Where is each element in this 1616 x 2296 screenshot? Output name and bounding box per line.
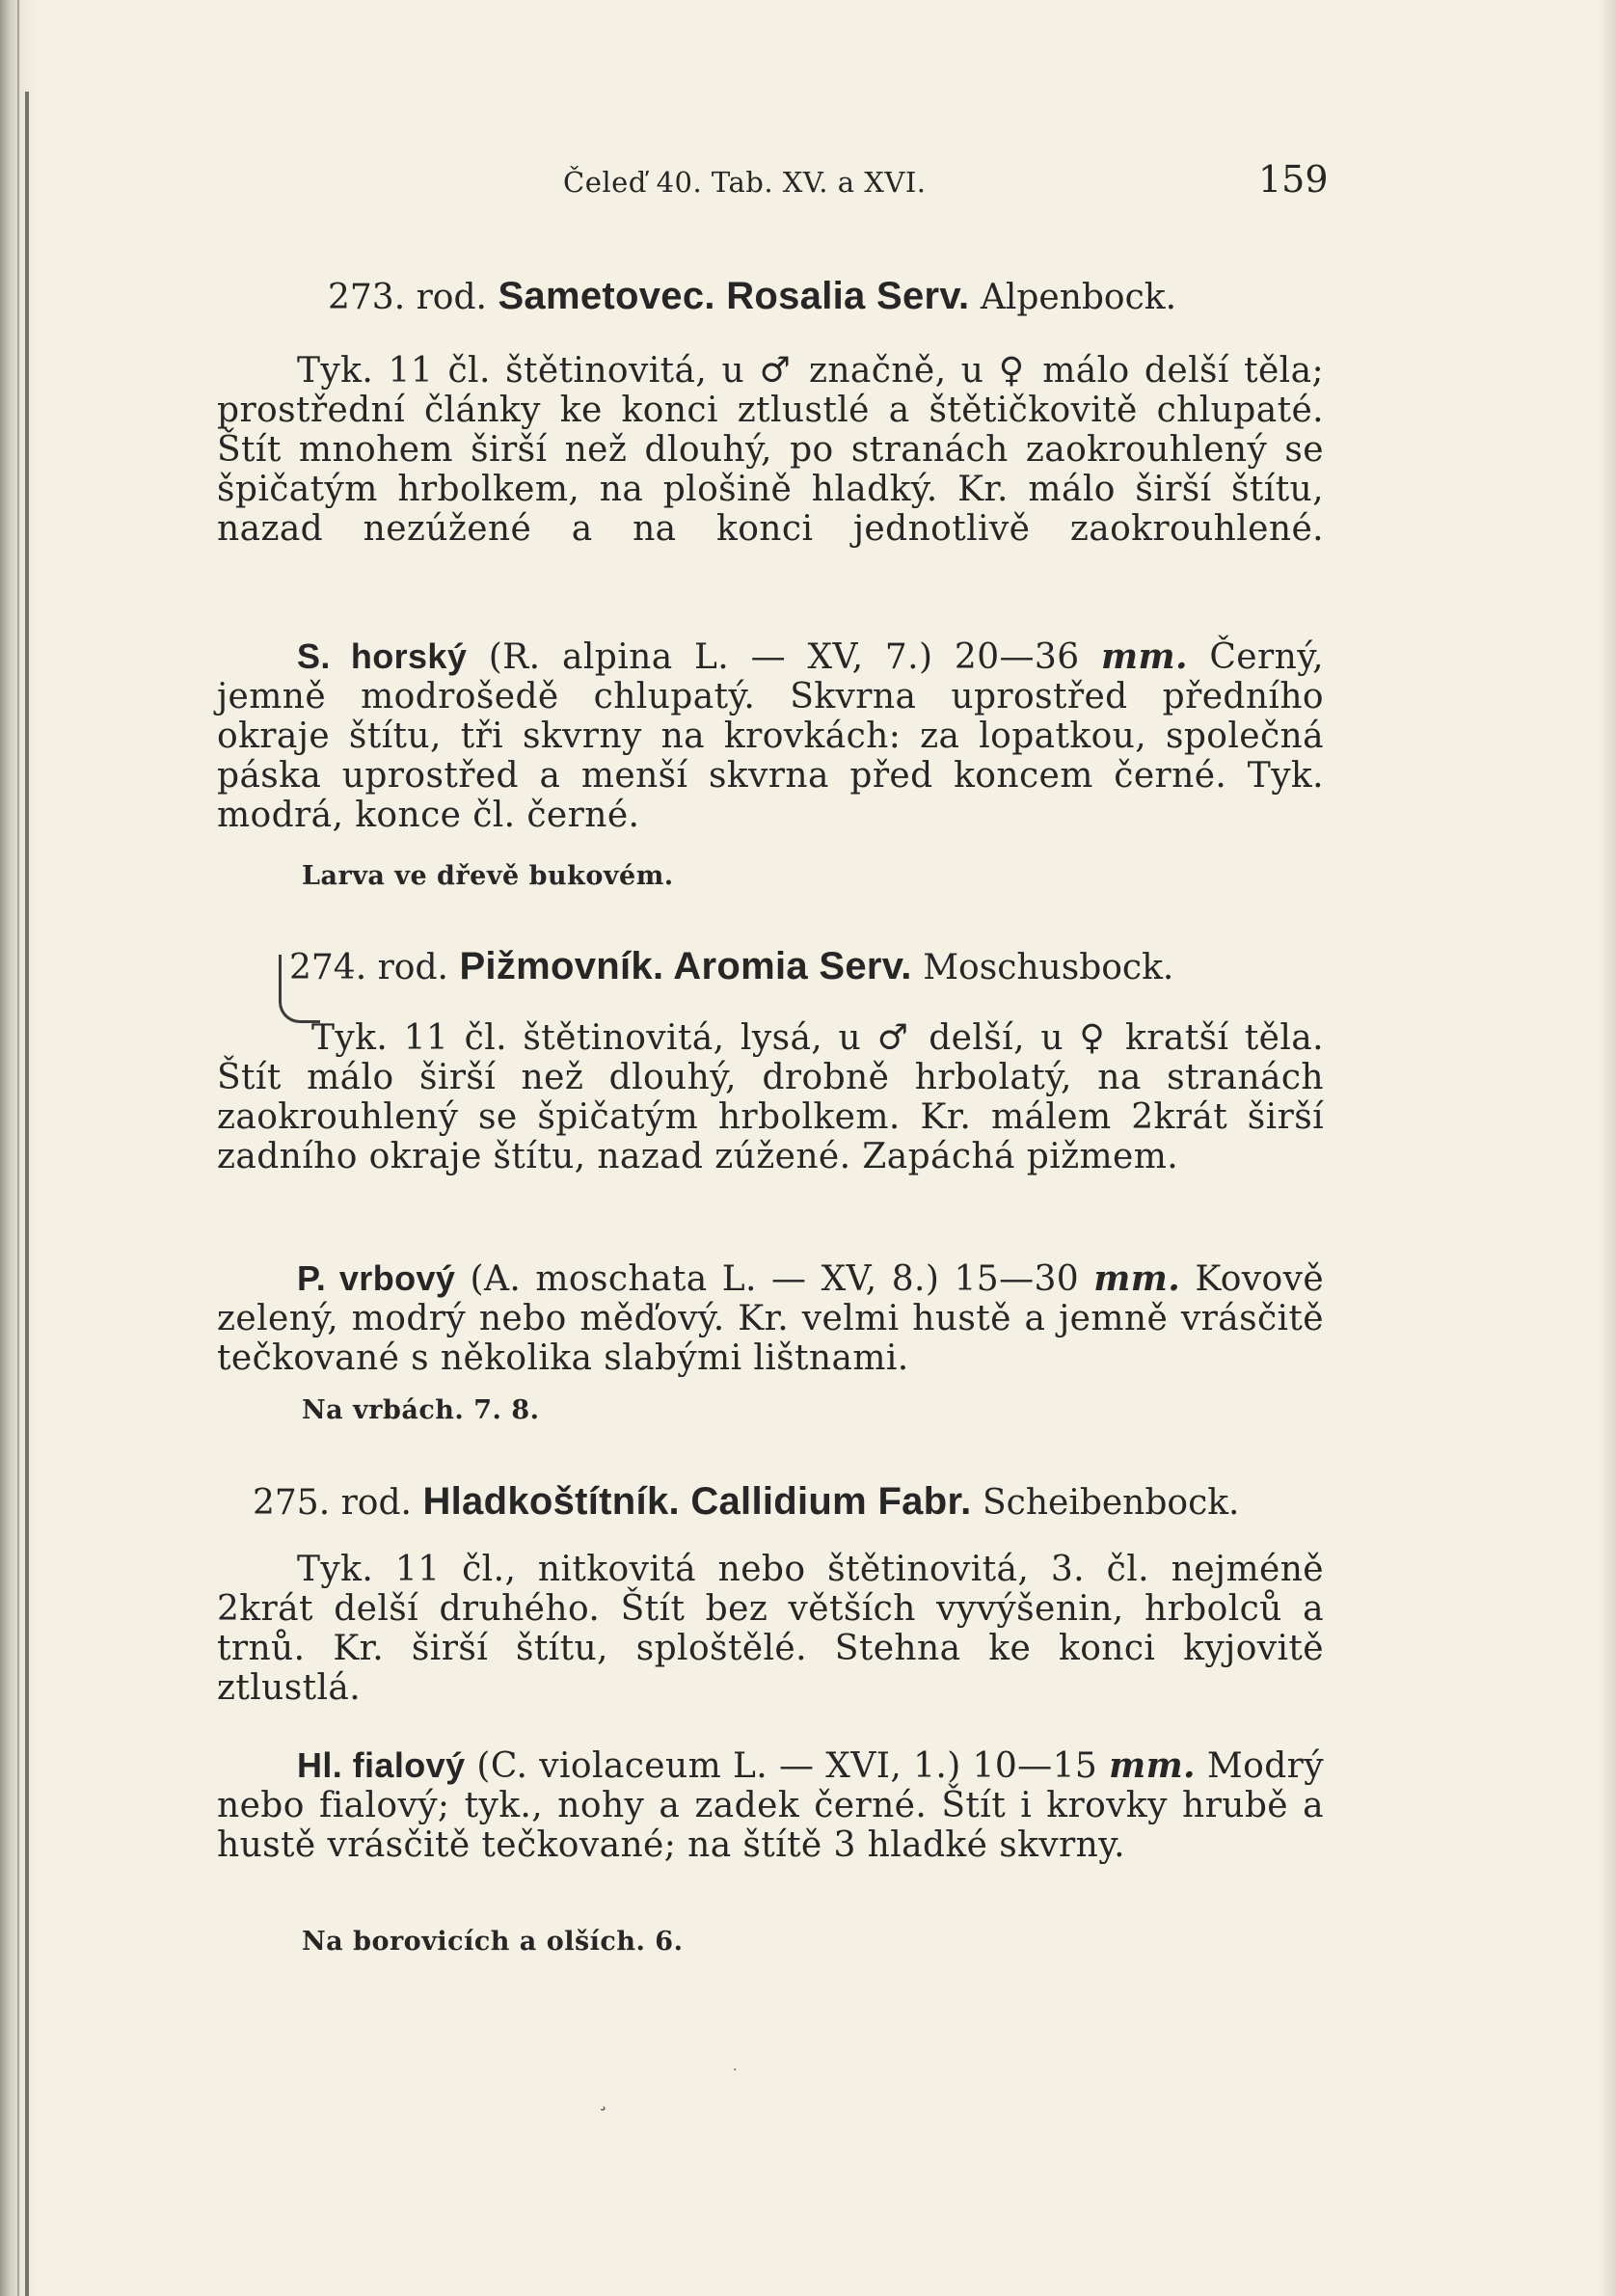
genus-274-description-text: Tyk. 11 čl. štětinovitá, lysá, u ♂ delší, u ♀ kratší těla. Štít málo širší než dlouhý, drobně hrbolatý, na stranách zaokrouhlený se špičatým hrbolkem. Kr. málem 2krát širší zadního okraje štítu, nazad zúžené. Zapáchá pižmem.	[217, 1018, 1324, 1176]
genus-274-prefix: 274. rod.	[289, 948, 448, 987]
genus-275-heading	[253, 1480, 1240, 1524]
species-aromia-text: Kovově zelený, modrý nebo měďový. Kr. velmi hustě a jemně vrásčitě tečkované s několika slabými lištnami.	[217, 1259, 1325, 1378]
genus-273-description-text: Tyk. 11 čl. štětinovitá, u ♂ značně, u ♀ málo delší těla; prostřední články ke konci ztlustlé a štětičkovitě chlupaté. Štít mnohem širší než dlouhý, po stranách zaokrouhlený se špičatým hrbolkem, na plošině hladký. Kr. málo širší štítu, nazad nezúžené a na konci jednotlivě zaokrouhlené.	[217, 351, 1324, 549]
species-aromia-ref: (A. moschata L. — XV, 8.) 15—30	[470, 1259, 1080, 1299]
genus-273-note: Larva ve dřevě bukovém.	[302, 861, 674, 891]
species-aromia-moschata	[217, 1258, 1324, 1378]
species-callidium-text: Modrý nebo fialový; tyk., nohy a zadek černé. Štít i krovky hrubě a hustě vrásčitě tečkované; na štítě 3 hladké skvrny.	[217, 1746, 1325, 1865]
species-rosalia-name: S. horský	[297, 636, 468, 676]
species-callidium-unit: mm.	[1109, 1745, 1196, 1786]
genus-273-heading	[328, 275, 1176, 318]
species-rosalia-alpina	[217, 636, 1324, 835]
spine-fold-line	[17, 0, 19, 2296]
running-header: Čeleď 40. Tab. XV. a XVI.	[563, 166, 927, 199]
species-rosalia-unit: mm.	[1100, 636, 1188, 677]
genus-274-name: Pižmovník. Aromia Serv.	[459, 945, 912, 987]
genus-275-german: Scheibenbock.	[983, 1483, 1240, 1523]
species-rosalia-text: Černý, jemně modrošedě chlupatý. Skvrna uprostřed předního okraje štítu, tři skvrny na krovkách: za lopatkou, společná páska uprostřed a menší skvrna před koncem černé. Tyk. modrá, konce čl. černé.	[217, 637, 1325, 835]
genus-273-description	[217, 351, 1324, 549]
species-callidium-violaceum	[217, 1745, 1324, 1865]
genus-274-note: Na vrbách. 7. 8.	[302, 1395, 540, 1425]
species-callidium-name: Hl. fialový	[297, 1745, 466, 1785]
genus-273-name: Sametovec. Rosalia Serv.	[498, 275, 970, 317]
page-spine-shadow	[0, 0, 39, 2296]
genus-273-prefix: 273. rod.	[328, 278, 487, 317]
page-number: 159	[1258, 158, 1329, 201]
genus-275-name: Hladkoštítník. Callidium Fabr.	[422, 1480, 972, 1523]
genus-274-heading	[289, 945, 1173, 988]
genus-274-description	[217, 1018, 1324, 1176]
species-callidium-ref: (C. violaceum L. — XVI, 1.) 10—15	[476, 1746, 1098, 1786]
genus-273-german: Alpenbock.	[980, 278, 1177, 317]
genus-275-description-text: Tyk. 11 čl., nitkovitá nebo štětinovitá, 3. čl. nejméně 2krát delší druhého. Štít bez větších vyvýšenin, hrbolců a trnů. Kr. širší štítu, sploštělé. Stehna ke konci kyjovitě ztlustlá.	[217, 1550, 1324, 1708]
genus-275-description	[217, 1550, 1324, 1708]
species-aromia-unit: mm.	[1093, 1258, 1181, 1299]
species-aromia-name: P. vrbový	[297, 1258, 456, 1298]
spine-binding-line	[25, 92, 29, 2296]
species-rosalia-ref: (R. alpina L. — XV, 7.) 20—36	[488, 637, 1080, 677]
page-edge-shadow	[1599, 0, 1616, 2296]
book-page: Čeleď 40. Tab. XV. a XVI. 159 273. rod. Sametovec. Rosalia Serv. Alpenbock. Tyk. 11 čl. štětinovitá, u ♂ značně, u ♀ málo delší těla; prostřední články ke konci ztlustlé a štětičkovitě chlupaté. Štít mnohem širší než dlouhý, po stranách zaokrouhlený se špičatým hrbolkem, na plošině hladký. Kr. málo širší štítu, nazad nezúžené a na konci jednotlivě zaokrouhlené. S. horský (R. alpina L. — XV, 7.) 20—36 mm. Černý, jemně modrošedě chlupatý. Skvrna uprostřed předního okraje štítu, tři skvrny na krovkách: za lopatkou, společná páska uprostřed a menší skvrna před koncem černé. Tyk. modrá, konce čl. černé. Larva ve dřevě bukovém. 274. rod. Pižmovník. Aromia Serv. Moschusbock. Tyk. 11 čl. štětinovitá, lysá, u ♂ delší, u ♀ kratší těla. Štít málo širší než dlouhý, drobně hrbolatý, na stranách zaokrouhlený se špičatým hrbolkem. Kr. málem 2krát širší zadního okraje štítu, nazad zúžené. Zapáchá pižmem. P. vrbový (A. moschata L. — XV, 8.) 15—30 mm. Kovově zelený, modrý nebo měďový. Kr. velmi hustě a jemně vrásčitě tečkované s několika slabými lištnami. Na vrbách. 7. 8. 275. rod. Hladkoštítník. Callidium Fabr. Scheibenbock. Tyk. 11 čl., nitkovitá nebo štětinovitá, 3. čl. nejméně 2krát delší druhého. Štít bez větších vyvýšenin, hrbolců a trnů. Kr. širší štítu, sploštělé. Stehna ke konci kyjovitě ztlustlá. Hl. fialový (C. violaceum L. — XVI, 1.) 10—15 mm. Modrý nebo fialový; tyk., nohy a zadek černé. Štít i krovky hrubě a hustě vrásčitě tečkované; na štítě 3 hladké skvrny. Na borovicích a olších. 6. · ¸	[0, 0, 1616, 2296]
genus-275-note: Na borovicích a olších. 6.	[302, 1927, 684, 1957]
genus-275-prefix: 275. rod.	[253, 1483, 412, 1523]
genus-274-german: Moschusbock.	[923, 948, 1174, 987]
